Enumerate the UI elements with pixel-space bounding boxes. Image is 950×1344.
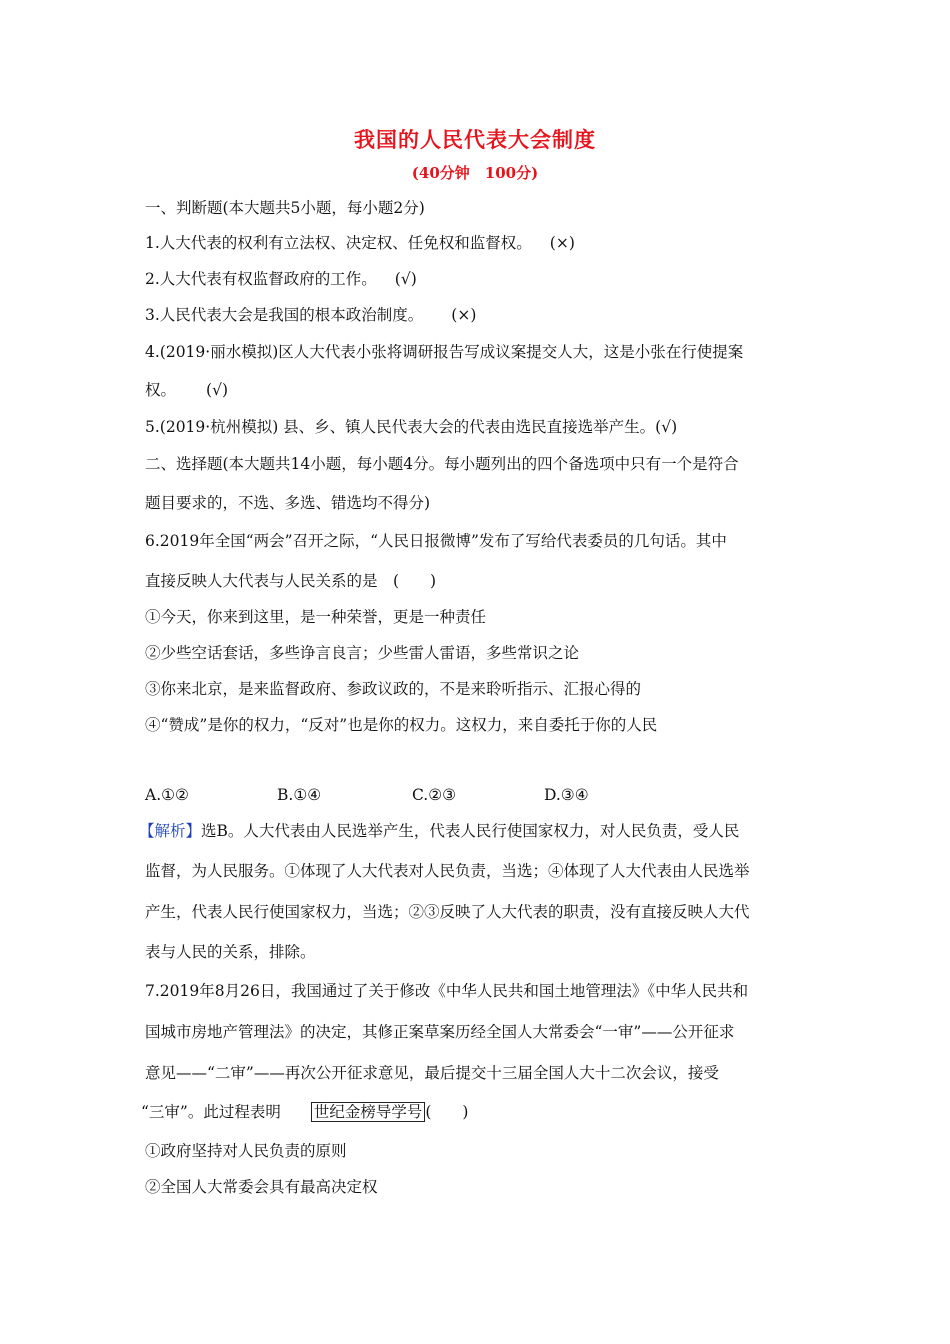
page-subtitle: (40分钟 100分) [411,164,539,182]
page-title: 我国的人民代表大会制度 [354,127,596,152]
q1-text: 1.人大代表的权利有立法权、决定权、任免权和监督权。 [145,234,532,252]
q4-line2 [145,379,810,401]
q4-answer: (√) [206,381,228,399]
q2-text: 2.人大代表有权监督政府的工作。 [145,270,377,288]
analysis-text-1: 选B。人大代表由人民选举产生，代表人民行使国家权力，对人民负责，受人民 [201,822,740,840]
q3-text: 3.人民代表大会是我国的根本政治制度。 [145,306,424,324]
q7-item-2: ②全国人大常委会具有最高决定权 [145,1178,378,1196]
q7-boxed-label: 世纪金榜导学号 [311,1102,426,1122]
q1-answer: (×) [549,234,575,252]
q6-item-3: ③你来北京，是来监督政府、参政议政的，不是来聆听指示、汇报心得的 [145,680,642,698]
q6-analysis-line3: 产生，代表人民行使国家权力，当选；②③反映了人大代表的职责，没有直接反映人大代 [145,903,750,921]
q4-text: 权。 [145,381,177,399]
q7-line1: 7.2019年8月26日，我国通过了关于修改《中华人民共和国土地管理法》《中华人民共和 [145,982,749,1000]
q6-analysis-line2: 监督，为人民服务。①体现了人大代表对人民负责，当选；④体现了人大代表由人民选举 [145,862,750,880]
q6-analysis-line1 [139,820,804,842]
q7-line3: 意见——“二审”——再次公开征求意见，最后提交十三届全国人大十二次会议，接受 [145,1064,719,1082]
q6-analysis-line4: 表与人民的关系，排除。 [145,943,316,961]
q6-option-d: D.③④ [544,786,589,804]
q3-answer: (×) [451,306,477,324]
q7-paren: ( ) [425,1103,469,1121]
q7-line4 [141,1101,806,1123]
q2-answer: (√) [394,270,417,288]
q6-item-4: ④“赞成”是你的权力，“反对”也是你的权力。这权力，来自委托于你的人民 [145,716,658,734]
q7-item-1: ①政府坚持对人民负责的原则 [145,1142,347,1160]
analysis-tag: 【解析】 [139,822,202,840]
q7-line4-text: “三审”。此过程表明 [141,1103,281,1121]
q1 [145,232,810,254]
q7-line2: 国城市房地产管理法》的决定，其修正案草案历经全国人大常委会“一审”——公开征求 [145,1023,735,1041]
q6-option-a: A.①② [145,786,189,804]
q6-option-b: B.①④ [277,786,322,804]
section2-line1: 二、选择题(本大题共14小题，每小题4分。每小题列出的四个备选项中只有一个是符合 [145,455,739,473]
q6-line1: 6.2019年全国“两会”召开之际，“人民日报微博”发布了写给代表委员的几句话。其中 [145,532,727,550]
q6-line2: 直接反映人大代表与人民关系的是 ( ) [145,572,437,590]
q5: 5.(2019·杭州模拟) 县、乡、镇人民代表大会的代表由选民直接选举产生。(√) [145,418,678,436]
q3 [145,304,810,326]
section1-heading: 一、判断题(本大题共5小题，每小题2分) [145,199,425,217]
q2 [145,268,810,290]
q6-item-2: ②少些空话套话，多些诤言良言；少些雷人雷语，多些常识之论 [145,644,580,662]
q6-option-c: C.②③ [412,786,457,804]
section2-line2: 题目要求的，不选、多选、错选均不得分) [145,494,431,512]
q6-item-1: ①今天，你来到这里，是一种荣誉，更是一种责任 [145,608,487,626]
q4-line1: 4.(2019·丽水模拟)区人大代表小张将调研报告写成议案提交人大，这是小张在行使提案 [145,343,744,361]
